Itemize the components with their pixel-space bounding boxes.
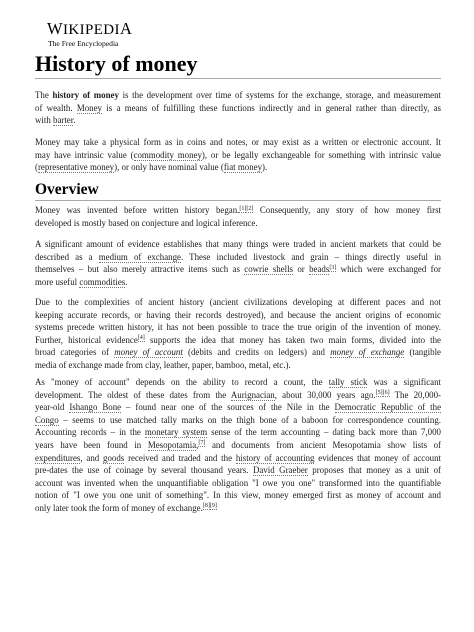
wikipedia-logo[interactable] [47,20,132,48]
link-history-of-accounting[interactable]: history of accounting [235,452,315,463]
link-mesopotamia[interactable]: Mesopotamia [147,439,197,450]
citation-6[interactable]: [6] [382,390,390,397]
text-line: systems precede written history, it has not been possible to trace the true origin of the invention of money. [35,322,441,333]
link-goods[interactable]: goods [103,452,125,463]
text-line: Further, historical evidence[4] supports the idea that money has taken two main forms, divided into the [35,334,441,345]
text-line: A significant amount of evidence establishes that many things were traded in ancient markets that could be [35,239,441,249]
text-line: broad categories of money of account (debits and credits on ledgers) and money of exchange (tangible [35,347,441,358]
text-line: more useful commodities. [35,276,128,287]
citation-3[interactable]: [3] [329,264,337,271]
link-beads[interactable]: beads [309,264,330,275]
citation-7[interactable]: [7] [198,440,206,447]
text-line: only later took the form of money of exchange.[8][9] [35,502,217,513]
text-line: Accounting records – in the monetary system sense of the term accounting – dating back more than 7,000 [35,427,441,438]
link-cowrie-shells[interactable]: cowrie shells [244,264,293,275]
link-monetary-system[interactable]: monetary system [144,427,208,438]
text-line: year-old Ishango Bone – found near one of the sources of the Nile in the Democratic Republic of the [35,402,442,413]
wikipedia-tagline: The Free Encyclopedia [48,39,119,48]
text-line: themselves – but also merely attractive items such as cowrie shells or beads[3] which were exchanged for [35,264,441,275]
text-line: As "money of account" depends on the ability to record a count, the tally stick was a significant [35,377,441,387]
link-money[interactable]: Money [76,102,102,113]
link-david-graeber[interactable]: David Graeber [252,465,308,476]
wikipedia-wordmark: WIKIPEDIA [47,19,133,38]
text-line: Congo – seems to use matched tally marks on the thigh bone of a baboon for correspondence counting. [35,414,441,425]
link-commodity-money[interactable]: commodity money [133,149,202,160]
citation-2[interactable]: [2] [246,205,254,212]
text-line: years have been found in Mesopotamia,[7] and documents from ancient Mesopotamia show lists of [35,439,442,450]
citation-1[interactable]: [1] [239,205,247,212]
citation-8[interactable]: [8] [202,503,210,510]
text-line: Due to the complexities of ancient history (ancient civilizations developing at different paces and not [35,297,441,307]
overview-paragraph-2 [35,238,441,288]
text-line: of wealth. Money is a means of fulfilling these functions indirectly and in general rather than directly, as [35,102,441,113]
overview-paragraph-3 [35,296,441,372]
link-barter[interactable]: barter [53,115,74,126]
text-line: pre-dates the use of coinage by several thousand years. David Graeber proposes that money as a unit of [35,465,442,476]
link-aurignacian[interactable]: Aurignacian [230,389,275,400]
text-line: described as a medium of exchange. These included livestock and grain – things directly useful in [35,251,441,262]
text-line: Money may take a physical form as in coins and notes, or may exist as a written or electronic account. It [35,137,441,147]
link-medium-of-exchange[interactable]: medium of exchange [98,251,181,262]
link-tally-stick[interactable]: tally stick [328,377,368,387]
text-line: account was invented when the unquantifiable obligation "I owe you one" transformed into the quantifiable [35,477,441,488]
text-line: development. The oldest of these dates from the Aurignacian, about 30,000 years ago.[5][6] The 20,000- [35,389,441,400]
forms-paragraph [35,136,441,174]
section-heading-overview: Overview [35,180,441,201]
link-congo[interactable]: Congo [35,414,59,425]
citation-9[interactable]: [9] [209,503,217,510]
page-title: History of money [35,51,441,79]
text-line: developed is mostly based on conjecture and logical inference. [35,217,258,228]
citation-4[interactable]: [4] [137,335,145,342]
overview-paragraph-4 [35,376,441,515]
text-line: Money was invented before written history began.[1][2] Consequently, any story of how money first [35,205,441,215]
link-expenditures[interactable]: expenditures [35,452,81,463]
text-line: (representative money), or only have nominal value (fiat money). [35,162,268,173]
text-line: notion of "I owe you one unit of something". In this view, money emerged first as money of account and [35,490,441,501]
link-money-of-account[interactable]: money of account [114,347,183,358]
text-line: The history of money is the development over time of systems for the exchange, storage, and measurement [35,90,441,100]
link-commodities[interactable]: commodities [79,276,126,287]
citation-5[interactable]: [5] [375,390,383,397]
text-line: with barter. [35,115,76,126]
link-ishango-bone[interactable]: Ishango Bone [69,402,122,413]
link-representative-money[interactable]: representative money [37,162,115,173]
text-line: expenditures, and goods received and traded and the history of accounting evidences that money of account [35,452,441,463]
link-fiat-money[interactable]: fiat money [223,162,263,173]
text-line: may have intrinsic value (commodity money), or be legally exchangeable for something with intrinsic value [35,149,441,160]
link-money-of-exchange[interactable]: money of exchange [330,347,405,358]
text-line: keeping accurate records, or having their records destroyed), and because the ancient origins of economic [35,309,441,320]
intro-paragraph [35,89,441,127]
text-line: media of exchange made from clay, leather, paper, bamboo, metal, etc.). [35,359,291,370]
link-democratic-republic-of-the-congo[interactable]: Democratic Republic of the [334,402,442,413]
overview-paragraph-1 [35,204,441,229]
